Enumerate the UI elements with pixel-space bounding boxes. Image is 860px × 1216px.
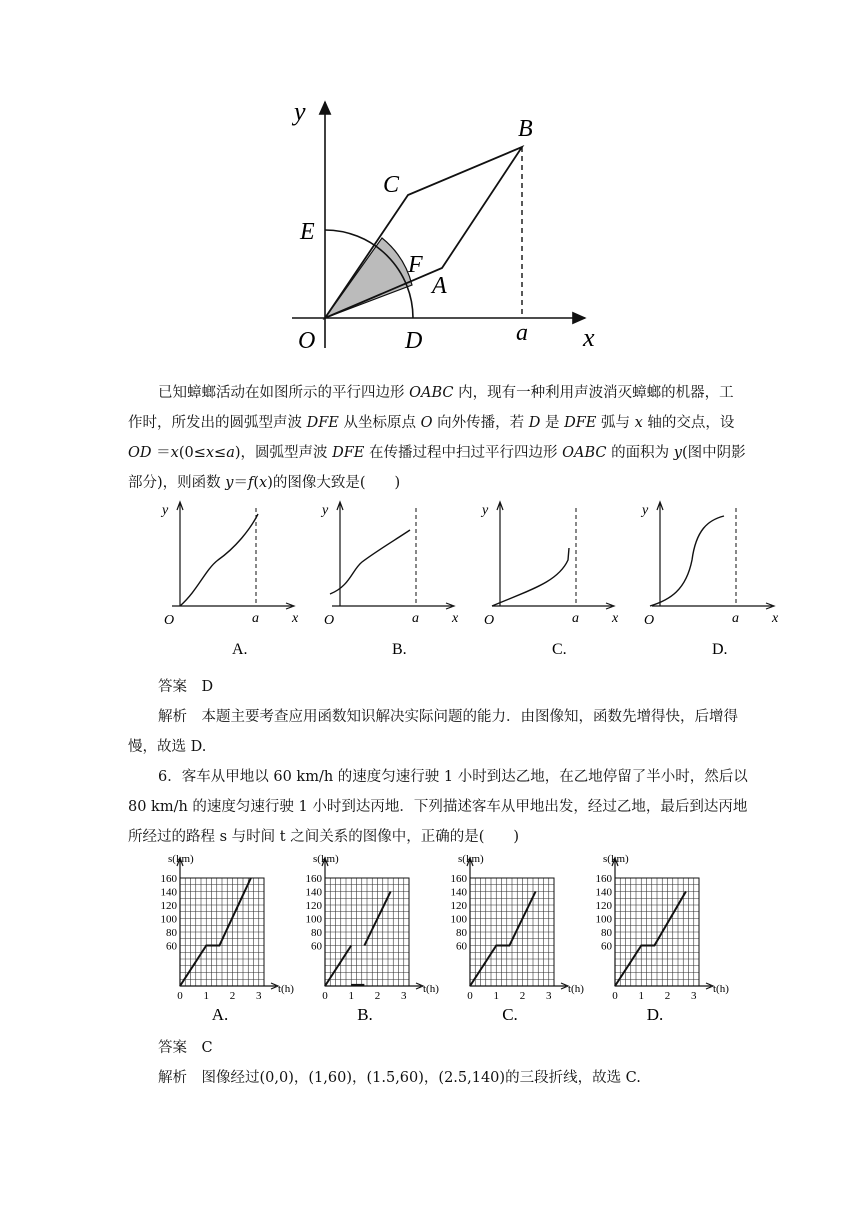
q5-text-part: 从坐标原点 [338,415,421,431]
q5-text [128,378,748,498]
option-curve [650,516,724,606]
option-label-a: a [572,611,579,626]
option-label-y: y [162,503,169,518]
q6-option-letter: B. [357,1005,373,1024]
q5-text-part: 在传播过程中扫过平行四边形 [364,445,563,461]
option-label-y: y [322,503,329,518]
q6-x-tick: 0 [177,990,183,1002]
option-curve [330,530,410,594]
q6-x-axis-label: t(h) [713,983,729,995]
option-label-a: a [252,611,259,626]
q5-text-part: DFE [332,445,365,461]
q6-answer: C [201,1040,213,1056]
shaded-region [325,238,412,318]
label-e: E [300,219,315,245]
label-c: C [383,172,400,198]
q6-number: 6． [158,769,182,785]
q6-y-tick: 140 [160,886,177,899]
q5-text-part: ≤ [214,445,227,461]
q6-option-letter: D. [646,1005,664,1024]
q6-x-axis-label: t(h) [423,983,439,995]
q6-x-tick: 3 [401,990,407,1002]
q5-option-graph [470,500,630,665]
q6-x-tick: 2 [664,990,671,1002]
q6-option-letter: A. [211,1005,229,1024]
q6-y-axis-label: s(km) [458,853,484,865]
option-label-letter: B. [392,641,407,658]
q6-y-tick: 100 [160,913,177,926]
q5-text-part: ( [253,475,260,491]
q6-text-body: 客车从甲地以 60 km/h 的速度匀速行驶 1 小时到达乙地，在乙地停留了半小时，然后以 80 km/h 的速度匀速行驶 1 小时到达丙地．下列描述客车从甲地出发，经过乙地，最后到达丙地所经过的路程 s 与时间 t 之间关系的图像中，正确的是( ) [128,769,748,845]
q6-chart [295,848,440,1028]
q6-x-tick: 2 [374,990,381,1002]
option-label-O: O [644,613,655,628]
option-label-x: x [292,611,299,626]
q6-x-tick: 0 [612,990,618,1002]
q5-text-part: x [259,475,268,491]
q5-text-part: OABC [409,385,454,401]
q6-analysis-label: 解析 [158,1070,187,1086]
q5-answer-label: 答案 [158,679,187,695]
option-label-y: y [482,503,489,518]
q5-text-part: (0≤ [178,445,206,461]
option-label-O: O [324,613,335,628]
q5-text-part: ＝ [233,475,248,491]
q5-answer: D [201,679,214,695]
q5-analysis-label: 解析 [158,709,187,725]
q5-text-part: 内，现有一种利用声波消灭蟑螂的机器，工作时，所发出的圆弧型声波 [128,385,734,431]
label-o: O [298,328,316,354]
option-label-x: x [772,611,779,626]
option-curve [180,514,258,606]
q5-text-part: DFE [306,415,339,431]
q6-y-tick: 120 [305,900,322,912]
q6-x-tick: 3 [256,990,262,1002]
q6-y-tick: 80 [166,927,177,939]
q5-text-part: )，圆弧型声波 [234,445,333,461]
label-f: F [408,252,423,278]
q6-option-letter: C. [502,1005,518,1024]
parallelogram-figure [280,90,610,360]
q5-option-graph [630,500,790,665]
q6-y-tick: 80 [601,927,612,939]
q6-y-axis-label: s(km) [313,853,339,865]
q5-analysis [128,702,748,762]
q6-chart [585,848,730,1028]
q6-y-tick: 100 [305,913,322,926]
q5-text-part: 向外传播，若 [432,415,529,431]
label-a-point: A [432,273,447,299]
q5-text-part: OD [128,445,152,461]
option-label-letter: C. [552,641,567,658]
option-label-a: a [412,611,419,626]
q5-text-part: a [226,445,235,461]
q6-y-tick: 140 [305,886,322,899]
option-label-y: y [642,503,649,518]
q6-chart [150,848,295,1028]
q6-analysis [158,1063,748,1093]
q6-y-tick: 120 [595,900,612,912]
option-curve [492,548,569,606]
q6-x-tick: 0 [467,990,473,1002]
q5-text-part: 是 [540,415,565,431]
q6-charts [150,848,750,1028]
q5-text-part: y [225,475,234,491]
q6-y-tick: 60 [456,940,467,953]
q5-text-part: O [420,415,433,431]
q6-y-tick: 80 [311,927,322,939]
q6-y-tick: 140 [595,886,612,899]
q5-option-graph [150,500,310,665]
label-d: D [405,328,423,354]
q5-option-graph [310,500,470,665]
q6-y-tick: 100 [450,913,467,926]
q5-text-part: 已知蟑螂活动在如图所示的平行四边形 [158,385,410,401]
q6-y-tick: 160 [160,873,177,885]
q6-analysis-text: 图像经过(0,0)，(1,60)，(1.5,60)，(2.5,140)的三段折线，故选 C. [201,1070,641,1086]
q6-x-axis-label: t(h) [278,983,294,995]
q6-x-tick: 3 [691,990,697,1002]
q5-text-part: (图中阴影部分)，则函数 [128,445,746,491]
q6-chart [440,848,585,1028]
q5-text-part: 弧与 [596,415,635,431]
q5-text-part: x [634,415,643,431]
label-x: x [583,323,595,352]
q6-y-tick: 80 [456,927,467,939]
q6-x-axis-label: t(h) [568,983,584,995]
q6-x-tick: 1 [203,990,209,1002]
q5-text-part: x [170,445,179,461]
q6-y-tick: 160 [450,873,467,885]
q5-text-part: D [528,415,541,431]
q6-y-tick: 120 [160,900,177,912]
q5-text-part: )的图像大致是( ) [267,475,401,491]
q6-y-tick: 60 [166,940,177,953]
label-b: B [518,116,533,142]
q6-y-tick: 60 [601,940,612,953]
q6-x-tick: 1 [638,990,644,1002]
q6-answer-line [158,1033,748,1063]
option-label-letter: D. [712,641,728,658]
q6-x-tick: 0 [322,990,328,1002]
q6-y-tick: 160 [305,873,322,885]
q6-x-tick: 2 [519,990,526,1002]
q6-x-tick: 3 [546,990,552,1002]
option-label-letter: A. [232,641,248,658]
q5-text-part: f [247,475,254,491]
q5-text-part: 的面积为 [606,445,674,461]
option-label-O: O [484,613,495,628]
q5-text-part: DFE [564,415,597,431]
q6-y-tick: 100 [595,913,612,926]
option-label-x: x [612,611,619,626]
q6-x-tick: 2 [229,990,236,1002]
q5-text-part: y [673,445,682,461]
q6-answer-label: 答案 [158,1040,187,1056]
q5-text-part: x [205,445,215,461]
q6-y-tick: 160 [595,873,612,885]
q6-y-tick: 120 [450,900,467,912]
label-a-axis: a [516,320,528,346]
q5-answer-line [158,672,748,702]
q6-y-tick: 60 [311,940,322,953]
option-label-O: O [164,613,175,628]
option-label-x: x [452,611,459,626]
label-y: y [294,97,306,126]
q6-y-tick: 140 [450,886,467,899]
q5-analysis-text: 本题主要考查应用函数知识解决实际问题的能力．由图像知，函数先增得快，后增得慢，故选 D. [128,709,738,755]
q5-text-part: OABC [562,445,607,461]
q6-y-axis-label: s(km) [168,853,194,865]
q6-y-axis-label: s(km) [603,853,629,865]
q5-options [150,500,790,665]
option-label-a: a [732,611,739,626]
q5-text-part: 轴的交点，设 [642,415,735,431]
q6-text [128,762,748,852]
q5-text-part: ＝ [151,445,171,461]
q6-x-tick: 1 [493,990,499,1002]
q6-x-tick: 1 [348,990,354,1002]
